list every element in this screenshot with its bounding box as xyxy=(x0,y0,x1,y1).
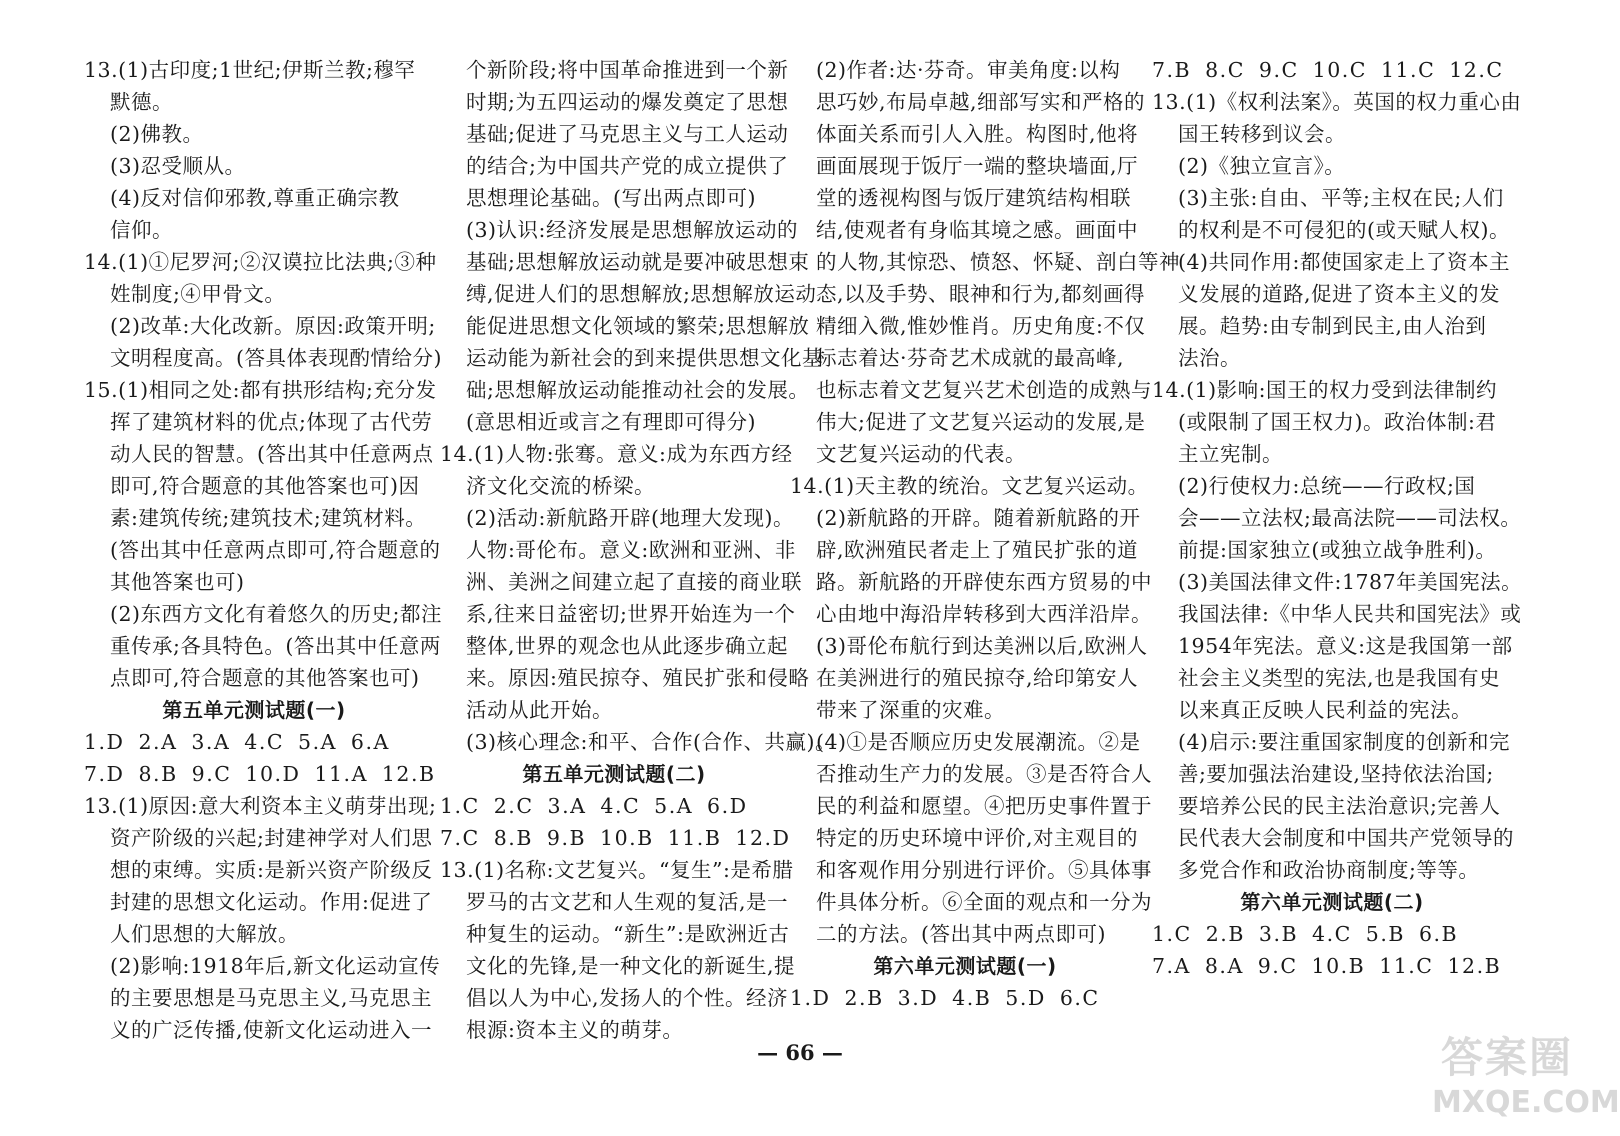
text-line: (答出其中任意两点即可,符合题意的 xyxy=(110,538,441,562)
text-line: 13.(1)名称:文艺复兴。“复生”:是希腊 xyxy=(440,858,794,882)
text-line: 义发展的道路,促进了资本主义的发 xyxy=(1178,282,1501,306)
text-line: 时期;为五四运动的爆发奠定了思想 xyxy=(466,90,789,114)
text-line: 14.(1)影响:国王的权力受到法律制约 xyxy=(1152,378,1498,402)
text-line: 14.(1)人物:张骞。意义:成为东西方经 xyxy=(440,442,793,466)
text-line: 种复生的运动。“新生”:是欧洲近古 xyxy=(466,922,790,946)
text-line: 主立宪制。 xyxy=(1178,442,1283,466)
text-line: 挥了建筑材料的优点;体现了古代劳 xyxy=(110,410,433,434)
text-line: 缚,促进人们的思想解放;思想解放运动 xyxy=(466,282,817,306)
text-line: 其他答案也可) xyxy=(110,570,245,594)
text-line: (意思相近或言之有理即可得分) xyxy=(466,410,756,434)
section-heading: 第五单元测试题(一) xyxy=(162,698,346,722)
text-line: 13.(1)《权利法案》。英国的权力重心由 xyxy=(1152,90,1522,114)
text-line: 来。原因:殖民掠夺、殖民扩张和侵略 xyxy=(466,666,810,690)
text-line: 整体,世界的观念也从此逐步确立起 xyxy=(466,634,789,658)
choice-answers: 7.D 8.B 9.C 10.D 11.A 12.B xyxy=(84,762,436,786)
text-line: 点即可,符合题意的其他答案也可) xyxy=(110,666,420,690)
text-line: 想的束缚。实质:是新兴资产阶级反 xyxy=(110,858,433,882)
text-line: 洲、美洲之间建立起了直接的商业联 xyxy=(466,570,802,594)
text-line: (4)启示:要注重国家制度的创新和完 xyxy=(1178,730,1510,754)
column-4 xyxy=(1152,54,1523,1054)
text-line: (3)忍受顺从。 xyxy=(110,154,246,178)
text-line: 文艺复兴运动的代表。 xyxy=(816,442,1026,466)
text-line: (3)美国法律文件:1787年美国宪法。 xyxy=(1178,570,1523,594)
text-line: 基础;思想解放运动就是要冲破思想束 xyxy=(466,250,810,274)
text-line: 善;要加强法治建设,坚持依法治国; xyxy=(1178,762,1494,786)
text-line: 信仰。 xyxy=(110,218,173,242)
text-line: 二的方法。(答出其中两点即可) xyxy=(816,922,1106,946)
text-line: 即可,符合题意的其他答案也可)因 xyxy=(110,474,420,498)
text-line: 否推动生产力的发展。③是否符合人 xyxy=(816,762,1152,786)
text-line: 运动能为新社会的到来提供思想文化基 xyxy=(466,346,823,370)
text-line: (2)行使权力:总统——行政权;国 xyxy=(1178,474,1476,498)
text-line: 前提:国家独立(或独立战争胜利)。 xyxy=(1178,538,1497,562)
text-line: (2)作者:达·芬奇。审美角度:以构 xyxy=(816,58,1121,82)
text-line: 15.(1)相同之处:都有拱形结构;充分发 xyxy=(84,378,437,402)
text-line: 以来真正反映人民利益的宪法。 xyxy=(1178,698,1472,722)
text-line: 资产阶级的兴起;封建神学对人们思 xyxy=(110,826,433,850)
section-heading: 第六单元测试题(二) xyxy=(1240,890,1424,914)
section-heading: 第五单元测试题(二) xyxy=(522,762,706,786)
text-line: 带来了深重的灾难。 xyxy=(816,698,1005,722)
choice-answers: 7.A 8.A 9.C 10.B 11.C 12.B xyxy=(1152,954,1502,978)
choice-answers: 1.D 2.B 3.D 4.B 5.D 6.C xyxy=(790,986,1100,1010)
text-line: 思巧妙,布局卓越,细部写实和严格的 xyxy=(816,90,1146,114)
text-line: (2)新航路的开辟。随着新航路的开 xyxy=(816,506,1141,530)
text-line: 1954年宪法。意义:这是我国第一部 xyxy=(1178,634,1513,658)
text-line: 14.(1)天主教的统治。文艺复兴运动。 xyxy=(790,474,1149,498)
text-line: 基础;促进了马克思主义与工人运动 xyxy=(466,122,789,146)
text-line: 济文化交流的桥梁。 xyxy=(466,474,655,498)
text-line: 重传承;各具特色。(答出其中任意两 xyxy=(110,634,441,658)
choice-answers: 7.B 8.C 9.C 10.C 11.C 12.C xyxy=(1152,58,1504,82)
text-line: 动人民的智慧。(答出其中任意两点 xyxy=(110,442,434,466)
choice-answers: 1.C 2.C 3.A 4.C 5.A 6.D xyxy=(440,794,748,818)
column-3 xyxy=(790,54,1181,1054)
text-line: 文化的先锋,是一种文化的新诞生,提 xyxy=(466,954,796,978)
text-line: (或限制了国王权力)。政治体制:君 xyxy=(1178,410,1497,434)
text-line: 14.(1)①尼罗河;②汉谟拉比法典;③种 xyxy=(84,250,437,274)
text-line: 倡以人为中心,发扬人的个性。经济 xyxy=(466,986,789,1010)
text-line: 的主要思想是马克思主义,马克思主 xyxy=(110,986,433,1010)
text-line: 思想理论基础。(写出两点即可) xyxy=(466,186,756,210)
text-line: (4)①是否顺应历史发展潮流。②是 xyxy=(816,730,1141,754)
text-line: 画面展现于饭厅一端的整块墙面,厅 xyxy=(816,154,1139,178)
text-line: 要培养公民的民主法治意识;完善人 xyxy=(1178,794,1501,818)
watermark-logo-text: 答案圈 xyxy=(1440,1033,1573,1082)
text-line: 文明程度高。(答具体表现酌情给分) xyxy=(110,346,442,370)
page-number: — 66 — xyxy=(757,1040,843,1065)
text-line: (4)共同作用:都使国家走上了资本主 xyxy=(1178,250,1510,274)
text-line: (2)活动:新航路开辟(地理大发现)。 xyxy=(466,506,794,530)
text-line: 民的利益和愿望。④把历史事件置于 xyxy=(816,794,1152,818)
text-line: 人物:哥伦布。意义:欧洲和亚洲、非 xyxy=(466,538,796,562)
text-line: 个新阶段;将中国革命推进到一个新 xyxy=(466,58,789,82)
text-line: 法治。 xyxy=(1178,346,1241,370)
text-line: 在美洲进行的殖民掠夺,给印第安人 xyxy=(816,666,1139,690)
text-line: 义的广泛传播,使新文化运动进入一 xyxy=(110,1018,433,1042)
text-line: (3)主张:自由、平等;主权在民;人们 xyxy=(1178,186,1504,210)
text-line: (2)佛教。 xyxy=(110,122,204,146)
text-line: 体面关系而引人入胜。构图时,他将 xyxy=(816,122,1139,146)
text-line: 姓制度;④甲骨文。 xyxy=(110,282,286,306)
text-line: 标志着达·芬奇艺术成就的最高峰, xyxy=(816,346,1125,370)
text-line: 社会主义类型的宪法,也是我国有史 xyxy=(1178,666,1501,690)
text-line: (3)核心理念:和平、合作(合作、共赢)。 xyxy=(466,730,836,754)
text-line: 封建的思想文化运动。作用:促进了 xyxy=(110,890,433,914)
text-line: (3)认识:经济发展是思想解放运动的 xyxy=(466,218,798,242)
text-line: 民代表大会制度和中国共产党领导的 xyxy=(1178,826,1514,850)
section-heading: 第六单元测试题(一) xyxy=(873,954,1057,978)
column-1 xyxy=(84,54,442,1054)
text-line: 也标志着文艺复兴艺术创造的成熟与 xyxy=(816,378,1152,402)
text-line: 态,以及手势、眼神和行为,都刻画得 xyxy=(816,282,1146,306)
text-line: 的权利是不可侵犯的(或天赋人权)。 xyxy=(1178,218,1510,242)
text-line: 的人物,其惊恐、愤怒、怀疑、剖白等神 xyxy=(816,250,1181,274)
text-line: 素:建筑传统;建筑技术;建筑材料。 xyxy=(110,506,427,530)
text-line: 系,往来日益密切;世界开始连为一个 xyxy=(466,602,796,626)
text-line: 默德。 xyxy=(110,90,173,114)
text-line: 和客观作用分别进行评价。⑤具体事 xyxy=(816,858,1152,882)
choice-answers: 1.D 2.A 3.A 4.C 5.A 6.A xyxy=(84,730,390,754)
text-line: (2)东西方文化有着悠久的历史;都注 xyxy=(110,602,442,626)
text-line: 伟大;促进了文艺复兴运动的发展,是 xyxy=(816,410,1146,434)
text-line: 活动从此开始。 xyxy=(466,698,613,722)
text-line: 罗马的古文艺和人生观的复活,是一 xyxy=(466,890,789,914)
text-line: 堂的透视构图与饭厅建筑结构相联 xyxy=(816,186,1131,210)
text-line: 精细入微,惟妙惟肖。历史角度:不仅 xyxy=(816,314,1146,338)
watermark-logo xyxy=(1432,1030,1620,1130)
text-line: 路。新航路的开辟使东西方贸易的中 xyxy=(816,570,1152,594)
text-line: 展。趋势:由专制到民主,由人治到 xyxy=(1178,314,1487,338)
choice-answers: 7.C 8.B 9.B 10.B 11.B 12.D xyxy=(440,826,791,850)
text-line: (2)《独立宣言》。 xyxy=(1178,154,1346,178)
text-line: 特定的历史环境中评价,对主观目的 xyxy=(816,826,1139,850)
watermark-site-text: MXQE.COM xyxy=(1432,1085,1620,1120)
text-line: 心由地中海沿岸转移到大西洋沿岸。 xyxy=(816,602,1152,626)
text-line: 结,使观者有身临其境之感。画面中 xyxy=(816,218,1139,242)
text-line: (2)影响:1918年后,新文化运动宣传 xyxy=(110,954,441,978)
text-line: 我国法律:《中华人民共和国宪法》或 xyxy=(1178,602,1522,626)
text-line: 的结合;为中国共产党的成立提供了 xyxy=(466,154,789,178)
text-line: (3)哥伦布航行到达美洲以后,欧洲人 xyxy=(816,634,1148,658)
text-line: 13.(1)原因:意大利资本主义萌芽出现; xyxy=(84,794,437,818)
text-line: (2)改革:大化改新。原因:政策开明; xyxy=(110,314,436,338)
text-line: 根源:资本主义的萌芽。 xyxy=(466,1018,684,1042)
text-line: 础;思想解放运动能推动社会的发展。 xyxy=(466,378,810,402)
text-line: 辟,欧洲殖民者走上了殖民扩张的道 xyxy=(816,538,1139,562)
text-line: (4)反对信仰邪教,尊重正确宗教 xyxy=(110,186,400,210)
text-line: 能促进思想文化领域的繁荣;思想解放 xyxy=(466,314,810,338)
text-line: 件具体分析。⑥全面的观点和一分为 xyxy=(816,890,1152,914)
text-line: 13.(1)古印度;1世纪;伊斯兰教;穆罕 xyxy=(84,58,416,82)
choice-answers: 1.C 2.B 3.B 4.C 5.B 6.B xyxy=(1152,922,1459,946)
text-line: 会——立法权;最高法院——司法权。 xyxy=(1178,506,1522,530)
text-line: 多党合作和政治协商制度;等等。 xyxy=(1178,858,1480,882)
text-line: 国王转移到议会。 xyxy=(1178,122,1346,146)
text-line: 人们思想的大解放。 xyxy=(110,922,299,946)
